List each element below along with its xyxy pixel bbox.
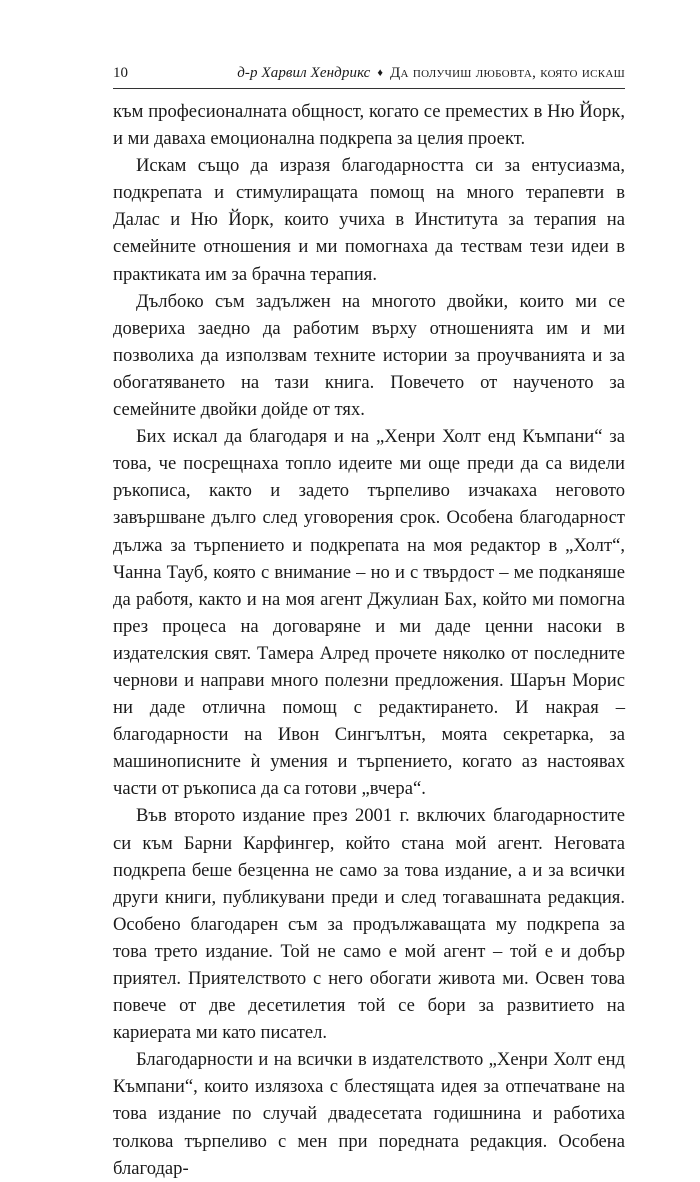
book-page (113, 58, 625, 1182)
running-header (113, 58, 625, 89)
paragraph-5: Във второто издание през 2001 г. включих благодарностите си към Барни Карфингер, който стана мой агент. Неговата подкрепа беше безценна не само за това издание, а и за всички други книги, публикувани преди и след тогавашната редакция. Особено благодарен съм за продължаващата му подкрепа за това трето издание. Той не само е мой агент – той е и добър приятел. Приятелството с него обогати живота ми. Освен това повече от две десетилетия той се бори за развитието на кариерата ми като писател. (113, 805, 625, 1044)
book-title: Да получиш любовта, която искаш (390, 65, 625, 81)
paragraph-2: Искам също да изразя благодарността си за ентусиазма, подкрепата и стимулиращата помощ на много терапевти в Далас и Ню Йорк, които учиха в Института за терапия на семейните отношения и ми помогнаха да тествам тези идеи в практиката им за брачна терапия. (113, 155, 625, 285)
author-name: д-р Харвил Хендрикс (237, 65, 371, 81)
diamond-separator-icon: ♦ (377, 67, 383, 79)
body-text (113, 98, 625, 1182)
page-number: 10 (113, 65, 128, 81)
paragraph-1: към професионалната общност, когато се преместих в Ню Йорк, и ми даваха емоционална подкрепа за целия проект. (113, 101, 625, 150)
header-right (237, 58, 625, 89)
paragraph-6: Благодарности и на всички в издателството „Хенри Холт енд Къмпани“, които излязоха с блестящата идея за отпечатване на това издание по случай двадесетата годишнина и работиха толкова търпеливо с мен при поредната редакция. Особена благодар- (113, 1049, 625, 1179)
paragraph-3: Дълбоко съм задължен на многото двойки, които ми се довериха заедно да работим върху отношенията им и ми позволиха да използвам техните истории за проучванията и за обогатяването на тази книга. Повечето от наученото за семейните двойки дойде от тях. (113, 290, 625, 421)
paragraph-4: Бих искал да благодаря и на „Хенри Холт енд Къмпани“ за това, че посрещнаха топло идеите ми още преди да са видели ръкописа, както и задето търпеливо изчакаха неговото завършване дълго след уговорения срок. Особена благодарност дължа за търпението и подкрепата на моя редактор в „Холт“, Чанна Тауб, която с внимание – но и с твърдост – ме подканяше да работя, както и на моя агент Джулиан Бах, който ми помогна през процеса на договаряне и ми даде ценни насоки в издателския свят. Тамера Алред прочете няколко от последните чернови и направи много полезни предложения. Шарън Морис ни даде отлична помощ с редактирането. И накрая – благодарности на Ивон Сингълтън, моята секретарка, за машинописните ѝ умения и търпението, когато аз настоявах части от ръкописа да са готови „вчера“. (113, 426, 625, 800)
